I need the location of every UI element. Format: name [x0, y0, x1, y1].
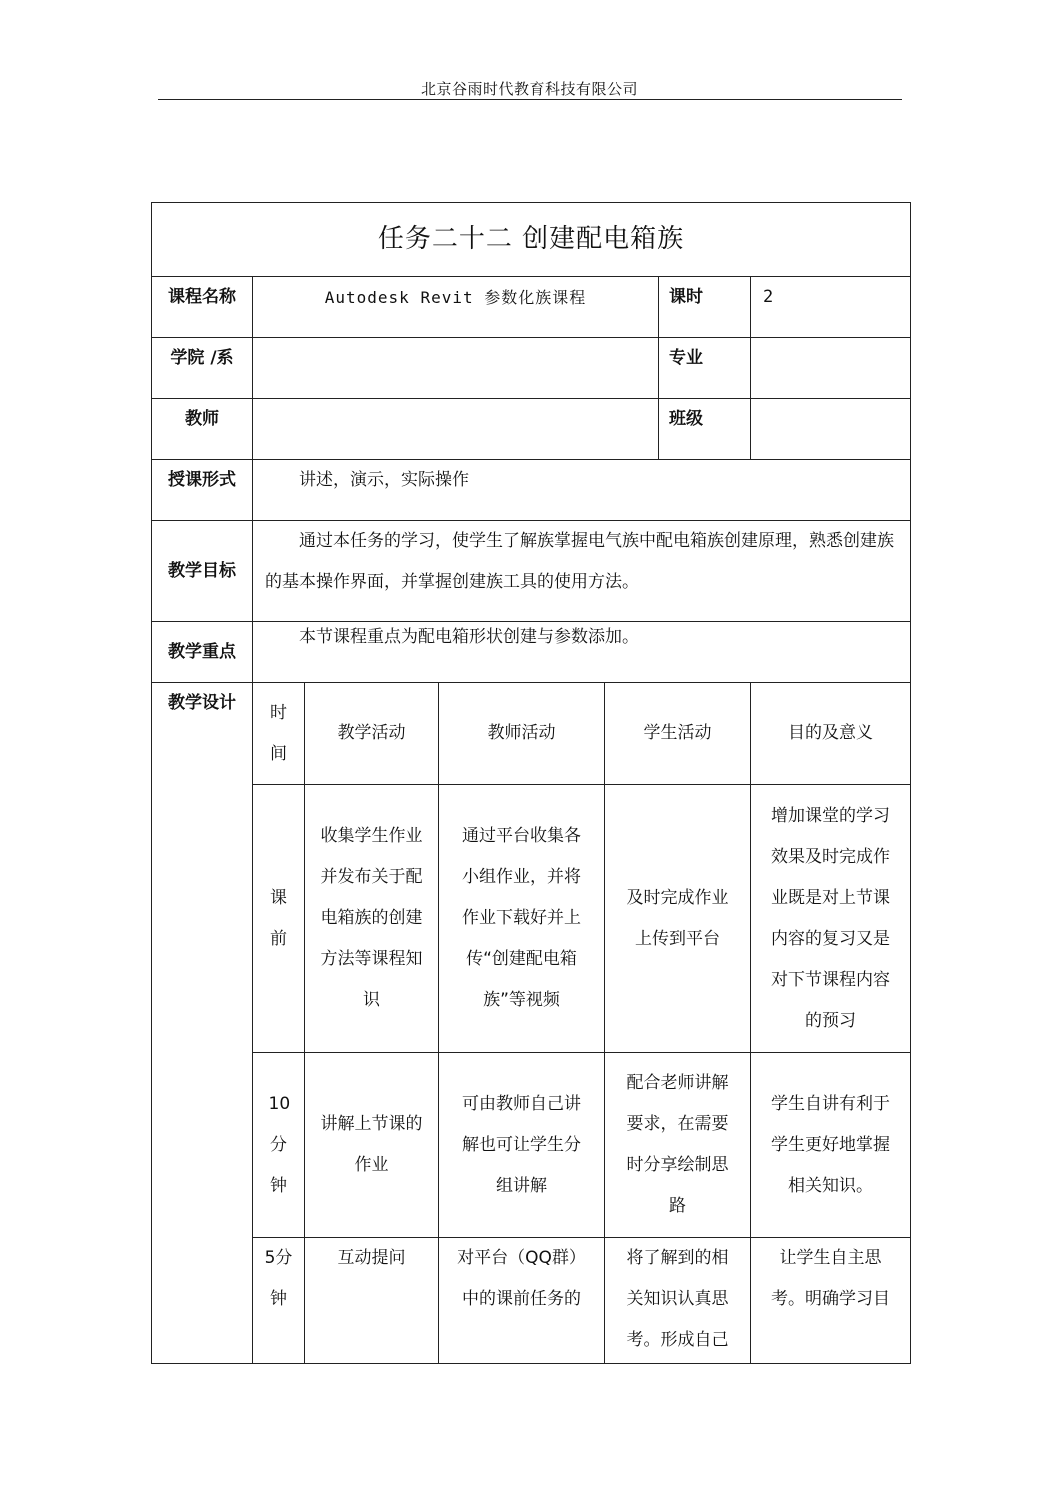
table-row-2-activity-text: 互动提问	[337, 1248, 406, 1268]
design-header-activity: 教学活动	[305, 683, 439, 785]
table-row-1-time	[253, 1053, 305, 1238]
table-row-1-time-text: 10分钟	[268, 1093, 291, 1196]
header-divider	[158, 99, 902, 100]
focus-label: 教学重点	[152, 622, 253, 683]
hours-label: 课时	[659, 277, 751, 338]
format-value: 讲述，演示，实际操作	[253, 460, 911, 521]
table-row-1-student	[605, 1053, 751, 1238]
design-label: 教学设计	[152, 683, 253, 1364]
table-row-2-purpose-text: 让学生自主思考。明确学习目	[771, 1248, 891, 1309]
class-label: 班级	[659, 399, 751, 460]
design-header-purpose: 目的及意义	[751, 683, 911, 785]
class-value	[751, 399, 911, 460]
table-row-2-time-text: 5分钟	[264, 1248, 293, 1309]
page-title: 任务二十二 创建配电箱族	[152, 203, 911, 277]
table-row-1-teacher-text: 可由教师自己讲解也可让学生分组讲解	[462, 1093, 581, 1196]
goal-label: 教学目标	[152, 521, 253, 622]
design-header-time-text: 时间	[270, 702, 287, 764]
table-row-1-teacher	[439, 1053, 605, 1238]
hours-value: 2	[751, 277, 911, 338]
table-row-0-activity	[305, 785, 439, 1053]
table-row-0-time-text: 课前	[270, 887, 287, 949]
table-row-1-activity-text: 讲解上节课的作业	[320, 1114, 423, 1175]
table-row-2-student-text: 将了解到的相关知识认真思考。形成自己	[626, 1248, 729, 1350]
table-row-2-teacher-text: 对平台（QQ群）中的课前任务的	[457, 1248, 586, 1309]
table-row-2-student	[605, 1238, 751, 1364]
college-label: 学院 /系	[152, 338, 253, 399]
major-value	[751, 338, 911, 399]
table-row-2-activity	[305, 1238, 439, 1364]
format-label: 授课形式	[152, 460, 253, 521]
table-row-1-student-text: 配合老师讲解要求，在需要时分享绘制思路	[626, 1073, 729, 1216]
design-header-student: 学生活动	[605, 683, 751, 785]
course-name-label-text: 课程名称	[168, 287, 236, 307]
major-label: 专业	[659, 338, 751, 399]
course-name-label	[152, 277, 253, 338]
goal-value: 通过本任务的学习，使学生了解族掌握电气族中配电箱族创建原理，熟悉创建族的基本操作界面，并掌握创建族工具的使用方法。	[253, 521, 911, 622]
design-header-time	[253, 683, 305, 785]
table-row-0-purpose-text: 增加课堂的学习效果及时完成作业既是对上节课内容的复习又是对下节课程内容的预习	[771, 805, 891, 1031]
table-row-0-student-text: 及时完成作业上传到平台	[626, 887, 729, 949]
lesson-plan-table	[151, 202, 911, 1364]
table-row-2-purpose	[751, 1238, 911, 1364]
teacher-value	[253, 399, 659, 460]
table-row-2-time	[253, 1238, 305, 1364]
table-row-1-purpose-text: 学生自讲有利于学生更好地掌握相关知识。	[771, 1093, 891, 1196]
table-row-0-purpose	[751, 785, 911, 1053]
focus-value: 本节课程重点为配电箱形状创建与参数添加。	[253, 622, 911, 683]
teacher-label: 教师	[152, 399, 253, 460]
course-name-value: Autodesk Revit 参数化族课程	[253, 277, 659, 338]
table-row-0-teacher-text: 通过平台收集各小组作业，并将作业下载好并上传“创建配电箱族”等视频	[462, 826, 581, 1010]
table-row-2-teacher	[439, 1238, 605, 1364]
table-row-0-time	[253, 785, 305, 1053]
design-header-teacher: 教师活动	[439, 683, 605, 785]
table-row-1-activity	[305, 1053, 439, 1238]
table-row-0-teacher	[439, 785, 605, 1053]
page-header-company: 北京谷雨时代教育科技有限公司	[420, 80, 638, 98]
table-row-0-student	[605, 785, 751, 1053]
college-value	[253, 338, 659, 399]
table-row-0-activity-text: 收集学生作业并发布关于配电箱族的创建方法等课程知识	[320, 826, 423, 1010]
table-row-1-purpose	[751, 1053, 911, 1238]
